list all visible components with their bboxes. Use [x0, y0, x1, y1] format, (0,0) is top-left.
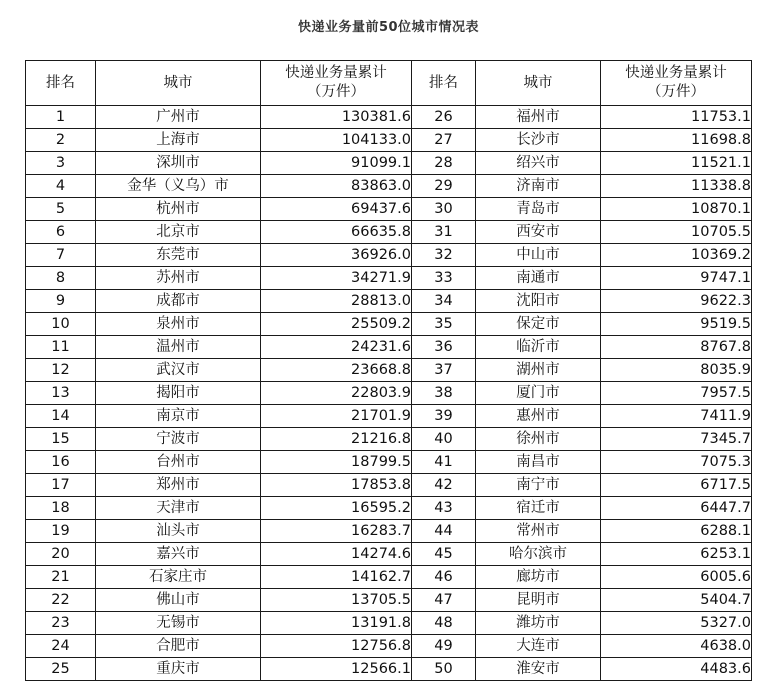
- table-row: [26, 290, 752, 313]
- city-cell: 常州市: [476, 520, 601, 543]
- rank-cell: 6: [26, 221, 96, 244]
- city-cell: 廊坊市: [476, 566, 601, 589]
- table-row: [26, 382, 752, 405]
- rank-cell: 46: [412, 566, 476, 589]
- table-row: [26, 152, 752, 175]
- volume-cell: 21701.9: [261, 405, 412, 428]
- rank-cell: 24: [26, 635, 96, 658]
- rank-cell: 30: [412, 198, 476, 221]
- volume-cell: 17853.8: [261, 474, 412, 497]
- rank-cell: 12: [26, 359, 96, 382]
- volume-cell: 6717.5: [601, 474, 752, 497]
- volume-cell: 6253.1: [601, 543, 752, 566]
- volume-cell: 91099.1: [261, 152, 412, 175]
- volume-cell: 14274.6: [261, 543, 412, 566]
- city-cell: 哈尔滨市: [476, 543, 601, 566]
- rank-cell: 8: [26, 267, 96, 290]
- table-row: [26, 359, 752, 382]
- volume-cell: 9622.3: [601, 290, 752, 313]
- city-cell: 温州市: [96, 336, 261, 359]
- city-cell: 深圳市: [96, 152, 261, 175]
- table-row: [26, 198, 752, 221]
- volume-cell: 22803.9: [261, 382, 412, 405]
- city-cell: 济南市: [476, 175, 601, 198]
- rank-cell: 44: [412, 520, 476, 543]
- rank-cell: 18: [26, 497, 96, 520]
- city-cell: 宁波市: [96, 428, 261, 451]
- volume-cell: 69437.6: [261, 198, 412, 221]
- rank-cell: 50: [412, 658, 476, 681]
- city-cell: 上海市: [96, 129, 261, 152]
- rank-cell: 47: [412, 589, 476, 612]
- city-cell: 临沂市: [476, 336, 601, 359]
- volume-cell: 25509.2: [261, 313, 412, 336]
- city-cell: 嘉兴市: [96, 543, 261, 566]
- city-cell: 佛山市: [96, 589, 261, 612]
- rank-cell: 33: [412, 267, 476, 290]
- rank-cell: 4: [26, 175, 96, 198]
- city-cell: 南昌市: [476, 451, 601, 474]
- table-row: [26, 520, 752, 543]
- table-row: [26, 175, 752, 198]
- header-city-left: 城市: [96, 61, 261, 106]
- volume-cell: 7075.3: [601, 451, 752, 474]
- table-row: [26, 336, 752, 359]
- rank-cell: 39: [412, 405, 476, 428]
- rank-cell: 38: [412, 382, 476, 405]
- table-row: [26, 612, 752, 635]
- volume-cell: 4483.6: [601, 658, 752, 681]
- rank-cell: 45: [412, 543, 476, 566]
- rank-cell: 42: [412, 474, 476, 497]
- table-header: [26, 61, 752, 106]
- city-cell: 武汉市: [96, 359, 261, 382]
- city-cell: 郑州市: [96, 474, 261, 497]
- volume-cell: 11753.1: [601, 106, 752, 129]
- rank-cell: 5: [26, 198, 96, 221]
- table-body: [26, 106, 752, 681]
- city-cell: 广州市: [96, 106, 261, 129]
- city-cell: 南宁市: [476, 474, 601, 497]
- volume-cell: 10705.5: [601, 221, 752, 244]
- header-row: [26, 61, 752, 106]
- volume-cell: 5327.0: [601, 612, 752, 635]
- city-cell: 苏州市: [96, 267, 261, 290]
- rank-cell: 49: [412, 635, 476, 658]
- volume-cell: 7411.9: [601, 405, 752, 428]
- rank-cell: 40: [412, 428, 476, 451]
- rank-cell: 15: [26, 428, 96, 451]
- volume-cell: 13705.5: [261, 589, 412, 612]
- city-cell: 大连市: [476, 635, 601, 658]
- volume-cell: 6288.1: [601, 520, 752, 543]
- rank-cell: 36: [412, 336, 476, 359]
- rank-cell: 3: [26, 152, 96, 175]
- rank-cell: 20: [26, 543, 96, 566]
- rank-cell: 26: [412, 106, 476, 129]
- volume-cell: 16283.7: [261, 520, 412, 543]
- volume-cell: 9747.1: [601, 267, 752, 290]
- city-cell: 合肥市: [96, 635, 261, 658]
- volume-cell: 12566.1: [261, 658, 412, 681]
- rank-cell: 13: [26, 382, 96, 405]
- header-volume-right: [601, 61, 752, 106]
- rank-cell: 21: [26, 566, 96, 589]
- city-cell: 重庆市: [96, 658, 261, 681]
- rank-cell: 7: [26, 244, 96, 267]
- city-cell: 南京市: [96, 405, 261, 428]
- city-cell: 金华（义乌）市: [96, 175, 261, 198]
- volume-cell: 9519.5: [601, 313, 752, 336]
- volume-cell: 14162.7: [261, 566, 412, 589]
- city-cell: 中山市: [476, 244, 601, 267]
- volume-cell: 83863.0: [261, 175, 412, 198]
- volume-cell: 4638.0: [601, 635, 752, 658]
- volume-cell: 12756.8: [261, 635, 412, 658]
- header-rank-right: 排名: [412, 61, 476, 106]
- city-cell: 石家庄市: [96, 566, 261, 589]
- rank-cell: 37: [412, 359, 476, 382]
- volume-cell: 8767.8: [601, 336, 752, 359]
- table-row: [26, 106, 752, 129]
- rank-cell: 28: [412, 152, 476, 175]
- volume-cell: 7345.7: [601, 428, 752, 451]
- city-cell: 天津市: [96, 497, 261, 520]
- rank-cell: 11: [26, 336, 96, 359]
- city-cell: 徐州市: [476, 428, 601, 451]
- city-cell: 北京市: [96, 221, 261, 244]
- rank-cell: 14: [26, 405, 96, 428]
- table-row: [26, 428, 752, 451]
- rank-cell: 35: [412, 313, 476, 336]
- rank-cell: 25: [26, 658, 96, 681]
- table-row: [26, 566, 752, 589]
- table-row: [26, 635, 752, 658]
- table-row: [26, 244, 752, 267]
- volume-cell: 10870.1: [601, 198, 752, 221]
- city-cell: 西安市: [476, 221, 601, 244]
- city-cell: 汕头市: [96, 520, 261, 543]
- rank-cell: 43: [412, 497, 476, 520]
- table-row: [26, 313, 752, 336]
- table-row: [26, 497, 752, 520]
- table-row: [26, 451, 752, 474]
- volume-cell: 5404.7: [601, 589, 752, 612]
- rank-cell: 34: [412, 290, 476, 313]
- rank-cell: 41: [412, 451, 476, 474]
- volume-cell: 34271.9: [261, 267, 412, 290]
- city-cell: 揭阳市: [96, 382, 261, 405]
- volume-cell: 8035.9: [601, 359, 752, 382]
- volume-cell: 6005.6: [601, 566, 752, 589]
- rank-cell: 1: [26, 106, 96, 129]
- city-cell: 宿迁市: [476, 497, 601, 520]
- table-row: [26, 267, 752, 290]
- table-row: [26, 589, 752, 612]
- volume-cell: 7957.5: [601, 382, 752, 405]
- volume-cell: 13191.8: [261, 612, 412, 635]
- volume-cell: 11698.8: [601, 129, 752, 152]
- city-cell: 无锡市: [96, 612, 261, 635]
- volume-cell: 28813.0: [261, 290, 412, 313]
- rank-cell: 32: [412, 244, 476, 267]
- city-cell: 福州市: [476, 106, 601, 129]
- city-cell: 淮安市: [476, 658, 601, 681]
- volume-cell: 21216.8: [261, 428, 412, 451]
- volume-cell: 16595.2: [261, 497, 412, 520]
- table-row: [26, 543, 752, 566]
- city-cell: 昆明市: [476, 589, 601, 612]
- rank-cell: 17: [26, 474, 96, 497]
- city-cell: 惠州市: [476, 405, 601, 428]
- city-cell: 湖州市: [476, 359, 601, 382]
- city-cell: 杭州市: [96, 198, 261, 221]
- city-cell: 潍坊市: [476, 612, 601, 635]
- rank-cell: 19: [26, 520, 96, 543]
- header-city-right: 城市: [476, 61, 601, 106]
- city-cell: 绍兴市: [476, 152, 601, 175]
- header-volume-unit: （万件）: [647, 84, 705, 100]
- rank-cell: 29: [412, 175, 476, 198]
- city-cell: 保定市: [476, 313, 601, 336]
- volume-cell: 130381.6: [261, 106, 412, 129]
- header-volume-label: 快递业务量累计: [625, 65, 727, 81]
- city-cell: 南通市: [476, 267, 601, 290]
- page-title: 快递业务量前50位城市情况表: [297, 20, 480, 35]
- rank-cell: 31: [412, 221, 476, 244]
- table-row: [26, 658, 752, 681]
- header-volume-unit: （万件）: [307, 84, 365, 100]
- city-cell: 东莞市: [96, 244, 261, 267]
- table-row: [26, 474, 752, 497]
- volume-cell: 66635.8: [261, 221, 412, 244]
- city-cell: 成都市: [96, 290, 261, 313]
- volume-cell: 104133.0: [261, 129, 412, 152]
- table-row: [26, 129, 752, 152]
- city-cell: 台州市: [96, 451, 261, 474]
- volume-cell: 36926.0: [261, 244, 412, 267]
- city-cell: 沈阳市: [476, 290, 601, 313]
- header-rank-left: 排名: [26, 61, 96, 106]
- rank-cell: 10: [26, 313, 96, 336]
- header-volume-left: [261, 61, 412, 106]
- city-ranking-table: [25, 60, 752, 681]
- city-cell: 厦门市: [476, 382, 601, 405]
- header-volume-label: 快递业务量累计: [285, 65, 387, 81]
- volume-cell: 11521.1: [601, 152, 752, 175]
- volume-cell: 18799.5: [261, 451, 412, 474]
- rank-cell: 9: [26, 290, 96, 313]
- rank-cell: 23: [26, 612, 96, 635]
- city-cell: 泉州市: [96, 313, 261, 336]
- volume-cell: 6447.7: [601, 497, 752, 520]
- volume-cell: 11338.8: [601, 175, 752, 198]
- volume-cell: 24231.6: [261, 336, 412, 359]
- table-row: [26, 405, 752, 428]
- city-cell: 青岛市: [476, 198, 601, 221]
- rank-cell: 2: [26, 129, 96, 152]
- rank-cell: 22: [26, 589, 96, 612]
- volume-cell: 23668.8: [261, 359, 412, 382]
- city-cell: 长沙市: [476, 129, 601, 152]
- rank-cell: 48: [412, 612, 476, 635]
- rank-cell: 16: [26, 451, 96, 474]
- volume-cell: 10369.2: [601, 244, 752, 267]
- rank-cell: 27: [412, 129, 476, 152]
- table-row: [26, 221, 752, 244]
